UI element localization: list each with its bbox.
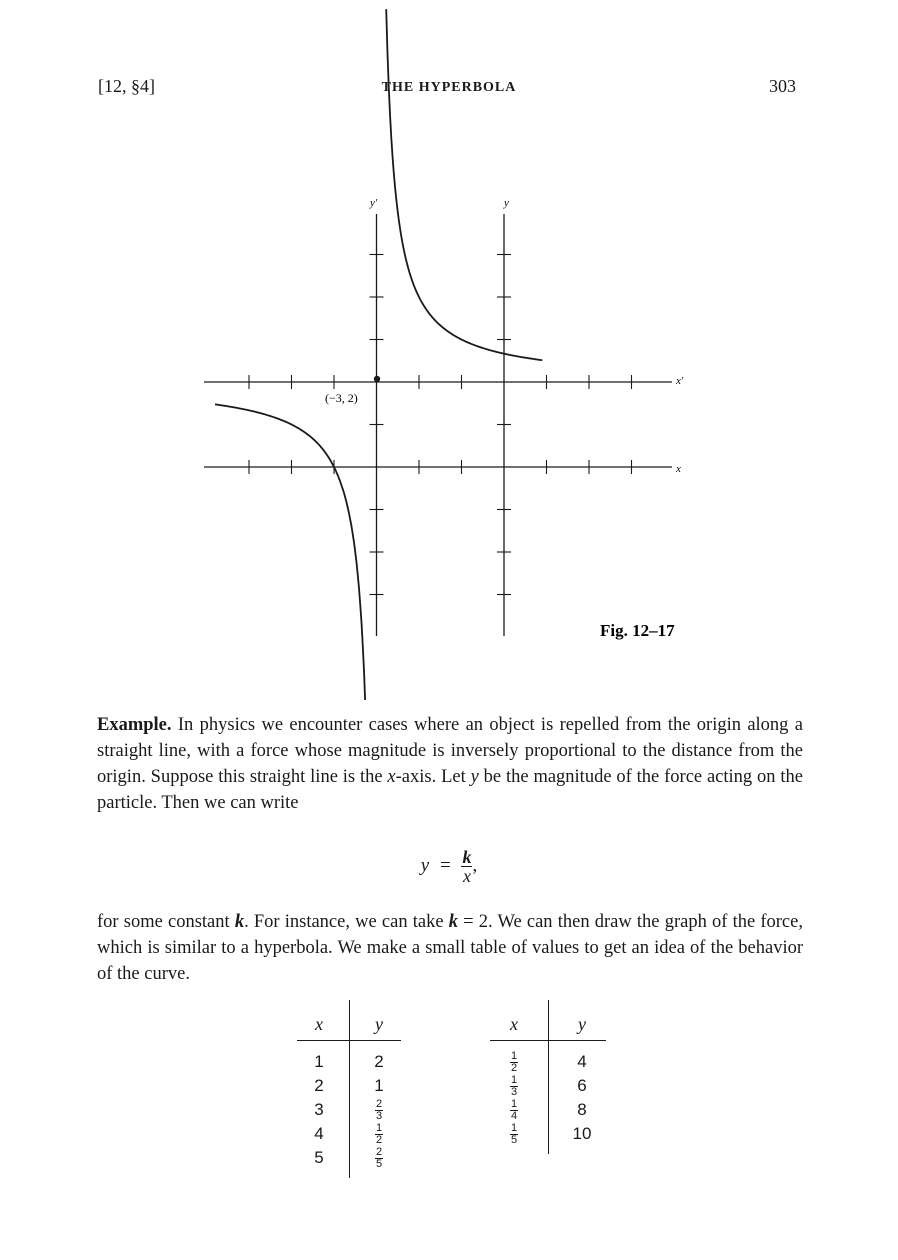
table-cell: $\frac{2}{5}$ — [375, 1146, 383, 1171]
running-head-title: THE HYPERBOLA — [381, 80, 517, 95]
y-axis-label: y — [504, 197, 509, 209]
para2-text2: . For instance, we can take — [244, 912, 449, 932]
table-cell: 3 — [314, 1100, 324, 1119]
table-cell: 4 — [577, 1052, 587, 1071]
table-cell: 8 — [577, 1100, 587, 1119]
example-paragraph — [97, 712, 803, 816]
table-header-cell: x — [315, 1014, 323, 1034]
example-lead: Example. — [97, 715, 172, 735]
x-axis-label: x — [676, 463, 681, 475]
table-cell: $\frac{2}{3}$ — [375, 1098, 383, 1123]
para1-var-y: y — [470, 767, 479, 787]
equation — [0, 848, 898, 885]
table-cell: $\frac{1}{2}$ — [510, 1050, 518, 1075]
table-cell: 10 — [572, 1124, 592, 1143]
table-cell: $\frac{1}{5}$ — [510, 1122, 518, 1147]
table-cell: 2 — [374, 1052, 384, 1071]
para1-text1: In physics we encounter cases where an object is repelled from the origin along a straight line, with a force whose magnitude is inversely proportional to the distance from the origin. Suppose this straight line is the — [97, 715, 803, 787]
table-header-cell: x — [510, 1014, 518, 1034]
para1-text3: be the magnitude of the force acting on the particle. Then we can write — [97, 767, 803, 813]
para2-text1: for some constant — [97, 912, 235, 932]
hyperbola-branch-lower-right — [386, 9, 542, 360]
table-horizontal-rule — [297, 1040, 401, 1041]
values-table-2 — [490, 1000, 610, 1160]
center-point — [374, 376, 380, 382]
table-cell: $\frac{1}{3}$ — [510, 1074, 518, 1099]
para1-var-x: x — [387, 767, 396, 787]
equation-equals: = — [439, 854, 451, 876]
hyperbola-branch-upper-left — [215, 404, 365, 700]
table-horizontal-rule — [490, 1040, 606, 1041]
running-head-section: [12, §4] — [98, 76, 155, 96]
table-header-cell: y — [375, 1014, 383, 1034]
table-cell: 5 — [314, 1148, 324, 1167]
table-header-cell: y — [578, 1014, 586, 1034]
values-table-1 — [297, 1000, 407, 1190]
table-cell: 6 — [577, 1076, 587, 1095]
table-vertical-rule — [548, 1000, 549, 1154]
constant-paragraph — [97, 909, 803, 987]
para2-text3: = 2. We can then draw the graph of the force, which is similar to a hyperbola. We make a small table of values to get an idea of the behavior of the curve. — [97, 912, 803, 984]
point-label: (−3, 2) — [325, 391, 358, 405]
table-vertical-rule — [349, 1000, 350, 1178]
y-prime-axis-label: y′ — [370, 197, 378, 209]
page-number: 303 — [769, 76, 796, 96]
para2-var-k2: k — [448, 912, 458, 932]
figure-caption: Fig. 12–17 — [600, 621, 675, 640]
x-prime-axis-label: x′ — [676, 375, 684, 387]
equation-denominator: x — [462, 866, 471, 886]
table-cell: $\frac{1}{2}$ — [375, 1122, 383, 1147]
table-cell: $\frac{1}{4}$ — [510, 1098, 518, 1123]
table-cell: 2 — [314, 1076, 324, 1095]
equation-comma: , — [472, 854, 478, 876]
para2-var-k: k — [234, 912, 245, 932]
table-cell: 1 — [374, 1076, 384, 1095]
equation-numerator: k — [462, 847, 472, 867]
equation-lhs: y — [420, 854, 430, 876]
table-cell: 1 — [314, 1052, 324, 1071]
table-cell: 4 — [314, 1124, 324, 1143]
para1-text2: -axis. Let — [395, 767, 471, 787]
